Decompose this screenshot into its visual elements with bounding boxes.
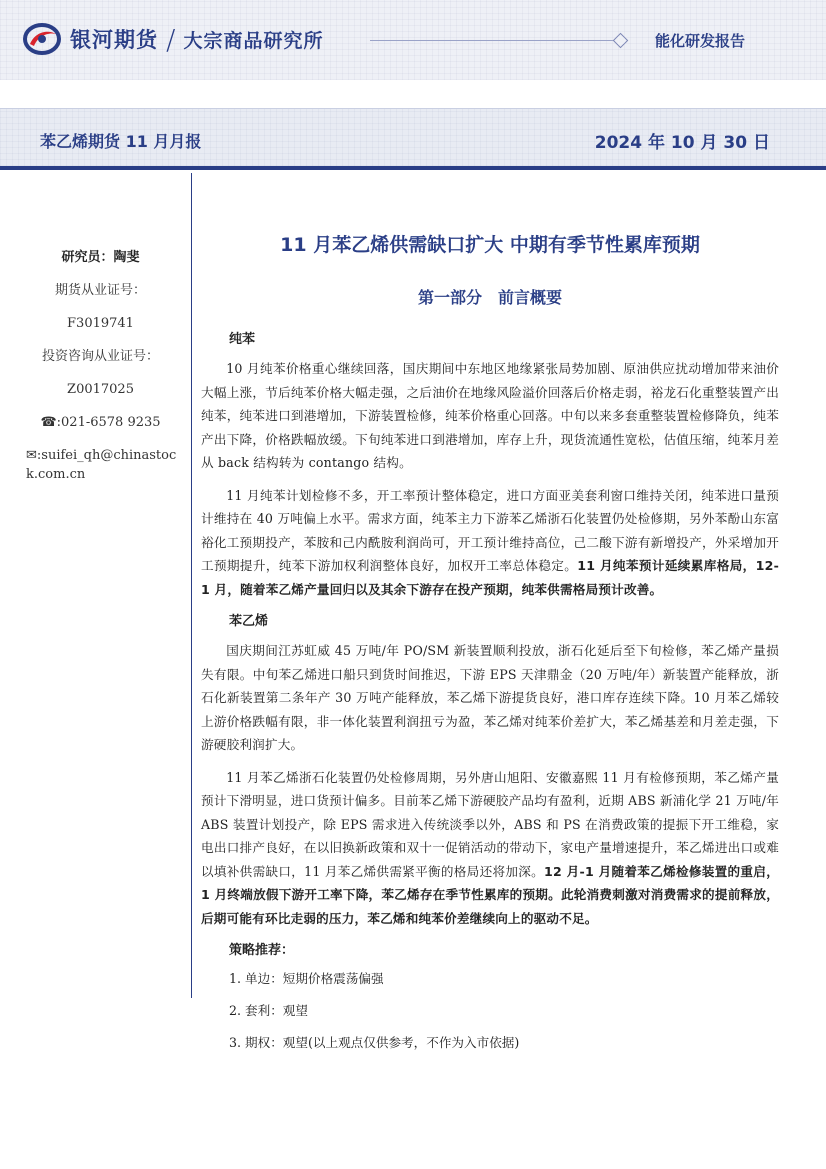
analyst-phone: ☎:021-6578 9235 xyxy=(40,415,161,430)
section-heading: 第一部分 前言概要 xyxy=(417,288,562,307)
department-name: 大宗商品研究所 xyxy=(183,29,324,52)
strategy-item-options: 3. 期权：观望(以上观点仅供参考，不作为入市依据) xyxy=(229,1035,520,1050)
page-header xyxy=(0,0,826,80)
analyst-email: ✉:suifei_qh@chinastock.com.cn xyxy=(26,448,177,482)
strategy-item-arbitrage: 2. 套利：观望 xyxy=(229,1003,308,1018)
report-name: 苯乙烯期货 11 月月报 xyxy=(40,132,202,151)
column-divider xyxy=(191,173,192,998)
company-name: 银河期货 xyxy=(70,28,158,52)
advisory-license-number: Z0017025 xyxy=(67,382,134,397)
futures-license-label: 期货从业证号： xyxy=(54,283,146,298)
strategy-item-single: 1. 单边：短期价格震荡偏强 xyxy=(229,971,384,986)
title-bar xyxy=(0,108,826,166)
advisory-license-label: 投资咨询从业证号： xyxy=(41,349,159,364)
benzene-outlook-text: 11 月纯苯计划检修不多，开工率预计整体稳定，进口方面亚美套利窗口维持关闭，纯苯进口量预计维持在 40 万吨偏上水平。需求方面，纯苯主力下游苯乙烯浙石化装置仍处检修期，另外苯酚山东富裕化工预期投产，苯胺和己内酰胺利润尚可，开工预计维持高位，己二酸下游有新增投产，外采增加开工预期提升，纯苯下游加权利润整体良好，加权开工率总体稳定。 xyxy=(201,487,779,573)
title-bar-underline xyxy=(0,166,826,170)
analyst-name: 研究员：陶斐 xyxy=(61,250,140,265)
styrene-paragraph-2 xyxy=(201,766,779,931)
report-body xyxy=(201,230,779,1066)
report-headline: 11 月苯乙烯供需缺口扩大 中期有季节性累库预期 xyxy=(280,234,700,256)
futures-license-number: F3019741 xyxy=(67,316,134,331)
header-divider: / xyxy=(166,22,176,56)
diamond-ornament-icon xyxy=(613,33,629,49)
benzene-outlook-conclusion: 11 月纯苯预计延续累库格局，12-1 月，随着苯乙烯产量回归以及其余下游存在投产预期，纯苯供需格局预计改善。 xyxy=(201,558,779,597)
styrene-outlook-conclusion: 12 月-1 月随着苯乙烯检修装置的重启，1 月终端放假下游开工率下降，苯乙烯存在季节性累库的预期。此轮消费刺激对消费需求的提前释放，后期可能有环比走弱的压力，苯乙烯和纯苯价差继续向上的驱动不足。 xyxy=(201,863,779,926)
subsection-styrene: 苯乙烯 xyxy=(229,614,269,629)
benzene-paragraph-2 xyxy=(201,484,779,602)
benzene-paragraph-1: 10 月纯苯价格重心继续回落，国庆期间中东地区地缘紧张局势加剧、原油供应扰动增加带来油价大幅上涨，节后纯苯价格大幅走强，之后油价在地缘风险溢价回落后价格走弱，裕龙石化重整装置产出纯苯，纯苯进口到港增加，下游装置检修，纯苯价格重心回落。中旬以来多套重整装置检修降负，纯苯产出下降，价格跌幅放缓。下旬纯苯进口到港增加，库存上升，现货流通性宽松，估值压缩，纯苯月差从 back 结构转为 contango 结构。 xyxy=(201,361,779,470)
report-type: 能化研发报告 xyxy=(655,32,746,50)
analyst-sidebar xyxy=(18,248,183,498)
galaxy-logo-icon xyxy=(22,22,62,56)
report-date: 2024 年 10 月 30 日 xyxy=(594,133,770,153)
strategy-heading: 策略推荐： xyxy=(229,943,295,958)
header-rule xyxy=(370,40,620,41)
company-logo xyxy=(22,22,323,56)
subsection-benzene: 纯苯 xyxy=(229,332,256,347)
styrene-paragraph-1: 国庆期间江苏虹威 45 万吨/年 PO/SM 新装置顺利投放，浙石化延后至下旬检修，苯乙烯产量损失有限。中旬苯乙烯进口船只到货时间推迟，下游 EPS 天津鼎金（20 万吨/年）新装置产能释放，浙石化新装置第二条年产 30 万吨产能释放，苯乙烯下游提货良好，港口库存连续下降。10 月苯乙烯较上游价格跌幅有限，非一体化装置利润扭亏为盈，苯乙烯对纯苯价差扩大，苯乙烯基差和月差走强，下游硬胶利润扩大。 xyxy=(201,643,779,752)
styrene-outlook-text: 11 月苯乙烯浙石化装置仍处检修周期，另外唐山旭阳、安徽嘉熙 11 月有检修预期，苯乙烯产量预计下滑明显，进口货预计偏多。目前苯乙烯下游硬胶产品均有盈利，近期 ABS 新浦化学 21 万吨/年 ABS 装置计划投产，除 EPS 需求进入传统淡季以外，ABS 和 PS 在消费政策的提振下开工维稳，家电出口排产良好，在以旧换新政策和双十一促销活动的带动下，家电产量增速提升，苯乙烯进出口或难以填补供需缺口，11 月苯乙烯供需紧平衡的格局还将加深。 xyxy=(201,769,779,879)
